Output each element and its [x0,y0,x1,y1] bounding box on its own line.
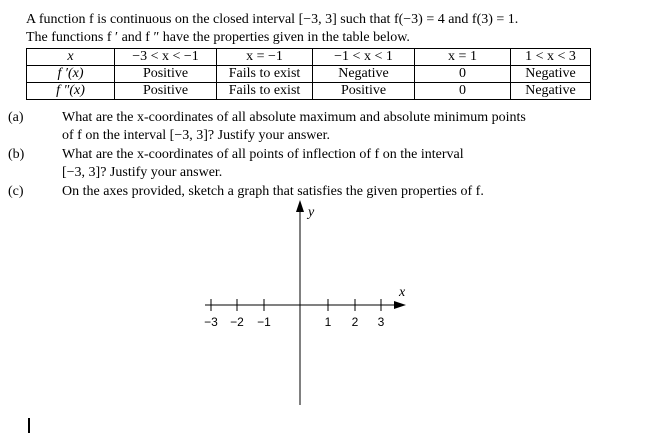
question-b-line-1: What are the x-coordinates of all points of inflection of f on the interval [62,147,464,162]
question-a-line-2: of f on the interval [−3, 3]? Justify your answer. [62,128,330,143]
table-cell: Negative [313,66,415,83]
x-tick-label: −1 [257,315,271,329]
table-cell: Positive [115,83,217,100]
table-header-cell: −3 < x < −1 [115,49,217,66]
table-header-cell: −1 < x < 1 [313,49,415,66]
table-cell: 0 [415,83,511,100]
table-header-cell: x [27,49,115,66]
question-c-label: (c) [8,184,24,199]
table-cell: f ′(x) [27,66,115,83]
table-header-cell: x = 1 [415,49,511,66]
table-cell: Fails to exist [217,83,313,100]
table-cell: Positive [115,66,217,83]
x-axis-label: x [399,285,406,300]
x-tick-label: −3 [204,315,218,329]
intro-line-2: The functions f ′ and f ″ have the properties given in the table below. [26,30,410,45]
table-cell: Fails to exist [217,66,313,83]
x-tick-label: 2 [351,315,359,329]
table-cell: Negative [511,83,591,100]
axis-ticks [204,299,385,329]
question-a-label: (a) [8,110,24,125]
y-axis-label: y [308,205,315,220]
question-b-label: (b) [8,147,25,162]
question-b-line-2: [−3, 3]? Justify your answer. [62,165,223,180]
table-cell: 0 [415,66,511,83]
x-axis-arrow [394,301,406,309]
table-cell: Positive [313,83,415,100]
table-header-cell: 1 < x < 3 [511,49,591,66]
x-tick-label: −2 [230,315,244,329]
text-cursor [28,418,30,433]
table-cell: f ″(x) [27,83,115,100]
intro-line-1: A function f is continuous on the closed interval [−3, 3] such that f(−3) = 4 and f(3) = 1. [26,12,519,27]
question-a-line-1: What are the x-coordinates of all absolute maximum and absolute minimum points [62,110,526,125]
table-cell: Negative [511,66,591,83]
x-tick-label: 1 [324,315,332,329]
table-header-cell: x = −1 [217,49,313,66]
y-axis-arrow [296,200,304,212]
question-c-line-1: On the axes provided, sketch a graph that satisfies the given properties of f. [62,184,484,199]
x-tick-label: 3 [377,315,385,329]
